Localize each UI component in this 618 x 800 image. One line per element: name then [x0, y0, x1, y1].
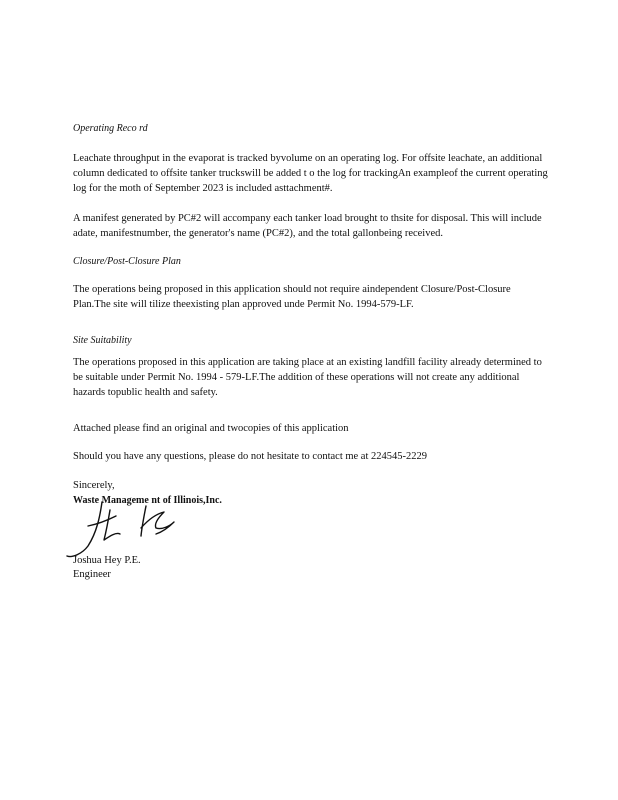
paragraph-leachate-throughput: Leachate throughput in the evaporat is tracked byvolume on an operating log. For offsite leachate, an additional column dedicated to offsite tanker truckswill be added t o the log for trackingAn exampleof the current operating log for the moth of September 2023 is included asttachment#. — [73, 153, 548, 194]
paragraph-manifest: A manifest generated by PC#2 will accompany each tanker load brought to thsite for disposal. This will include adate, manifestnumber, the generator's name (PC#2), and the total gallonbeing received. — [73, 213, 542, 239]
paragraph-closure-plan: The operations being proposed in this application should not require aindependent Closure/Post-Closure Plan.The site will tilize theexisting plan approved unde Permit No. 1994-579-LF. — [73, 284, 511, 310]
contact-line: Should you have any questions, please do not hesitate to contact me at 224545-2229 — [73, 451, 428, 462]
paragraph-site-suitability: The operations proposed in this application are taking place at an existing landfill facility already determined to be suitable under Permit No. 1994 - 579-LF.The addition of these operations will not create any additional hazards topublic health and safety. — [73, 357, 542, 398]
company-name: Waste Manageme nt of Illinois,Inc. — [73, 495, 222, 506]
signer-name: Joshua Hey P.E. — [73, 555, 141, 566]
attached-copies-line: Attached please find an original and twocopies of this application — [73, 423, 349, 434]
heading-operating-record: Operating Reco rd — [73, 123, 148, 134]
closing-salutation: Sincerely, — [73, 480, 115, 491]
handwritten-signature — [64, 498, 184, 560]
signer-title: Engineer — [73, 569, 111, 580]
signer-block — [73, 554, 141, 582]
letter-body — [73, 121, 548, 508]
heading-site-suitability: Site Suitability — [73, 335, 132, 346]
heading-closure-plan: Closure/Post-Closure Plan — [73, 256, 181, 267]
